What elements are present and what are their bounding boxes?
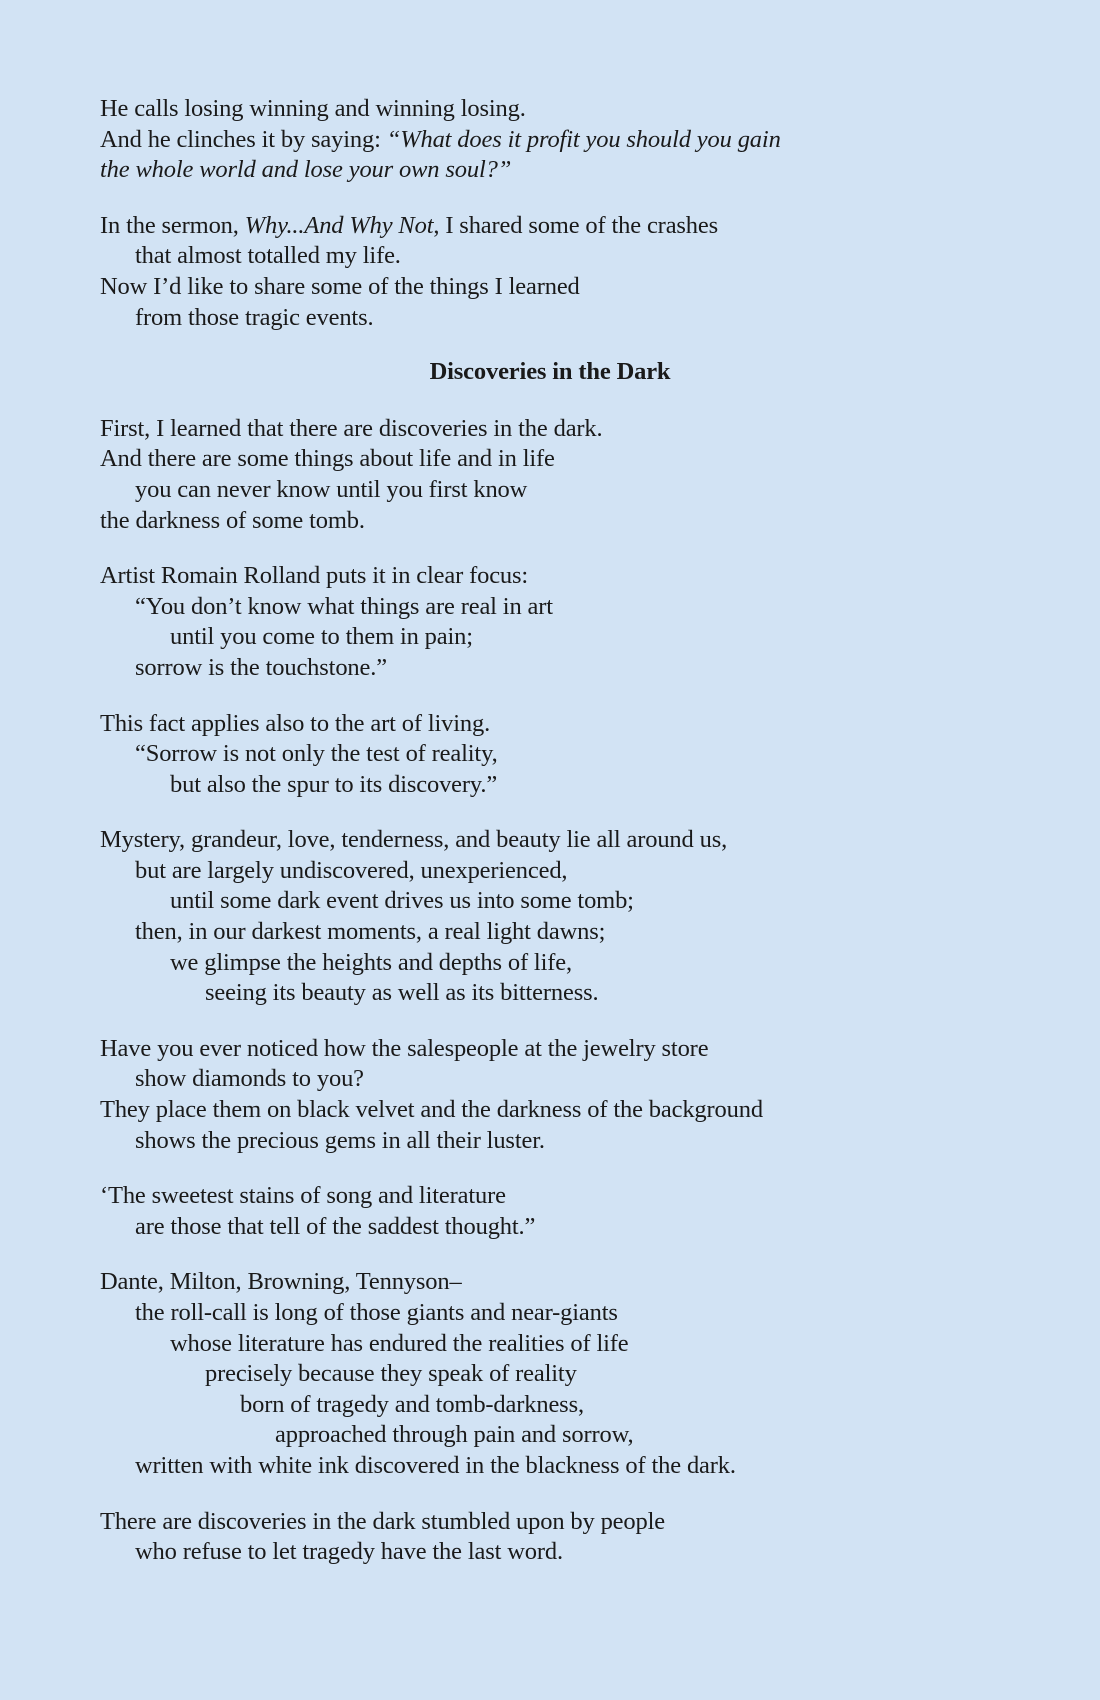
text-line: First, I learned that there are discoveries in the dark. — [100, 414, 603, 442]
text-line: who refuse to let tragedy have the last word. — [135, 1538, 563, 1566]
text-line: He calls losing winning and winning losing. — [100, 95, 526, 122]
text-line: we glimpse the heights and depths of life, — [170, 948, 572, 976]
text-line: until you come to them in pain; — [170, 623, 473, 651]
stanza-rolland — [100, 561, 1040, 683]
stanza-profit — [100, 94, 1040, 186]
text-line: shows the precious gems in all their luster. — [135, 1126, 545, 1154]
text-line: that almost totalled my life. — [135, 242, 401, 270]
italic-quote: the whole world and lose your own soul?” — [100, 156, 512, 184]
text-line: until some dark event drives us into some tomb; — [170, 887, 634, 915]
text-line: born of tragedy and tomb-darkness, — [240, 1390, 584, 1418]
text-span: In the sermon, — [100, 211, 245, 239]
text-line: They place them on black velvet and the darkness of the background — [100, 1096, 763, 1124]
text-line — [100, 125, 1040, 156]
text-line: the darkness of some tomb. — [100, 506, 365, 534]
text-line: precisely because they speak of reality — [205, 1360, 577, 1388]
text-line: And there are some things about life and in life — [100, 445, 555, 473]
document-page — [100, 94, 1040, 1593]
text-line — [100, 211, 1040, 242]
text-line — [100, 155, 1040, 186]
text-span: And he clinches it by saying: — [100, 125, 387, 153]
text-line: seeing its beauty as well as its bitterness. — [205, 979, 599, 1007]
text-line: Artist Romain Rolland puts it in clear focus: — [100, 562, 529, 590]
text-line: Now I’d like to share some of the things I learned — [100, 272, 580, 300]
stanza-art-of-living — [100, 709, 1040, 801]
text-line: This fact applies also to the art of living. — [100, 709, 491, 737]
text-line: ‘The sweetest stains of song and literature — [100, 1182, 506, 1210]
stanza-mystery — [100, 825, 1040, 1009]
text-line: but are largely undiscovered, unexperienced, — [135, 856, 568, 884]
italic-quote: “What does it profit you should you gain — [386, 125, 781, 153]
sermon-title: Why...And Why Not — [244, 211, 434, 239]
text-line: but also the spur to its discovery.” — [170, 770, 498, 798]
text-line: “Sorrow is not only the test of reality, — [135, 740, 498, 768]
section-heading: Discoveries in the Dark — [429, 358, 671, 386]
text-line: from those tragic events. — [135, 303, 374, 331]
text-line: Have you ever noticed how the salespeople at the jewelry store — [100, 1034, 709, 1062]
text-line: sorrow is the touchstone.” — [135, 653, 387, 681]
text-line: then, in our darkest moments, a real light dawns; — [135, 918, 606, 946]
text-line: whose literature has endured the realities of life — [170, 1329, 629, 1357]
stanza-sermon — [100, 211, 1040, 333]
stanza-first-learned — [100, 414, 1040, 536]
text-line: Mystery, grandeur, love, tenderness, and beauty lie all around us, — [100, 826, 728, 854]
stanza-sweetest-song — [100, 1181, 1040, 1242]
stanza-roll-call — [100, 1267, 1040, 1481]
text-line: show diamonds to you? — [135, 1065, 364, 1093]
text-span: , I shared some of the crashes — [433, 211, 719, 239]
stanza-diamonds — [100, 1034, 1040, 1156]
text-line: Dante, Milton, Browning, Tennyson– — [100, 1268, 462, 1296]
text-line: are those that tell of the saddest thought.” — [135, 1212, 536, 1240]
stanza-last-word — [100, 1507, 1040, 1568]
text-line: written with white ink discovered in the blackness of the dark. — [135, 1451, 736, 1479]
text-line: approached through pain and sorrow, — [275, 1421, 634, 1449]
text-line: “You don’t know what things are real in art — [135, 592, 553, 620]
text-line: you can never know until you first know — [135, 475, 528, 503]
text-line: the roll-call is long of those giants and near-giants — [135, 1299, 618, 1326]
text-line: There are discoveries in the dark stumbled upon by people — [100, 1507, 665, 1535]
